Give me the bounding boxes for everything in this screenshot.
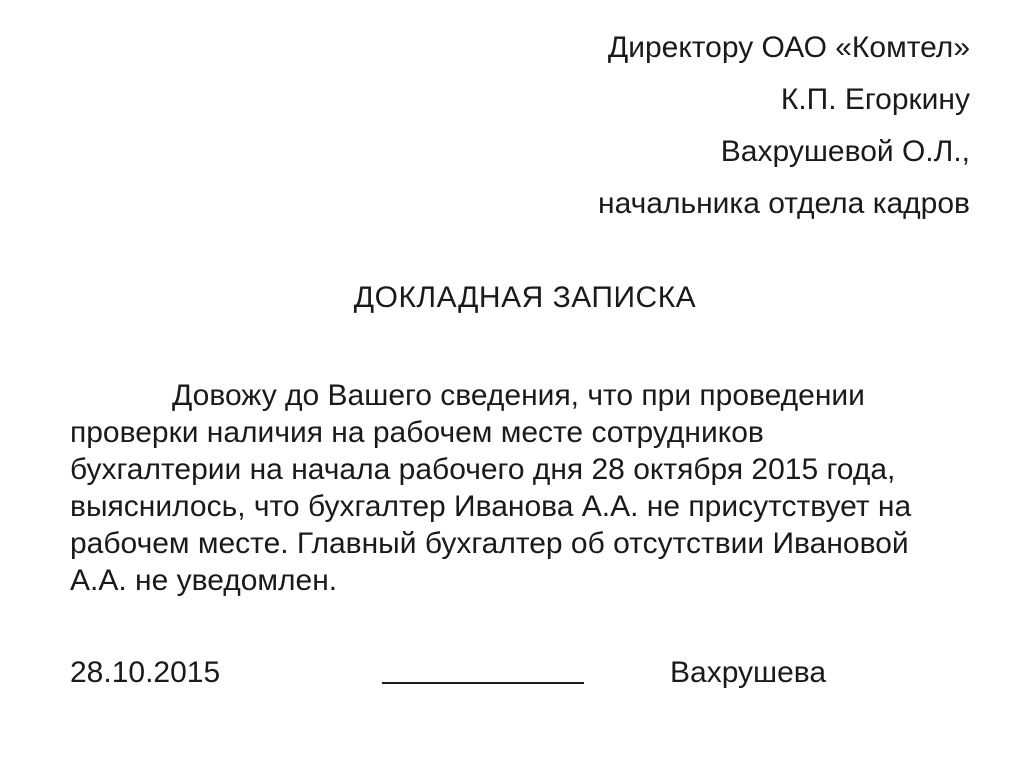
- recipient-block: [450, 22, 970, 230]
- body-line: выяснилось, что бухгалтер Иванова А.А. не присутствует на: [70, 490, 912, 523]
- document-date: 28.10.2015: [70, 656, 221, 689]
- signer-name: Вахрушева: [670, 656, 827, 689]
- recipient-line-name: К.П. Егоркину: [780, 83, 970, 116]
- body-line: рабочем месте. Главный бухгалтер об отсутствии Ивановой: [70, 527, 909, 560]
- body-line: Довожу до Вашего сведения, что при проведении: [172, 379, 865, 412]
- recipient-line-from: Вахрушевой О.Л.,: [720, 135, 970, 168]
- signature-line: [382, 650, 584, 684]
- body-line: бухгалтерии на начала рабочего дня 28 октября 2015 года,: [70, 453, 896, 486]
- body-line: проверки наличия на рабочем месте сотрудников: [70, 416, 764, 449]
- document-footer: [0, 650, 1024, 696]
- document-title: ДОКЛАДНАЯ ЗАПИСКА: [353, 281, 697, 314]
- document-body: [70, 377, 950, 599]
- recipient-line-position: начальника отдела кадров: [598, 187, 970, 220]
- recipient-line-director: Директору ОАО «Комтел»: [607, 31, 970, 64]
- body-line: А.А. не уведомлен.: [70, 564, 338, 597]
